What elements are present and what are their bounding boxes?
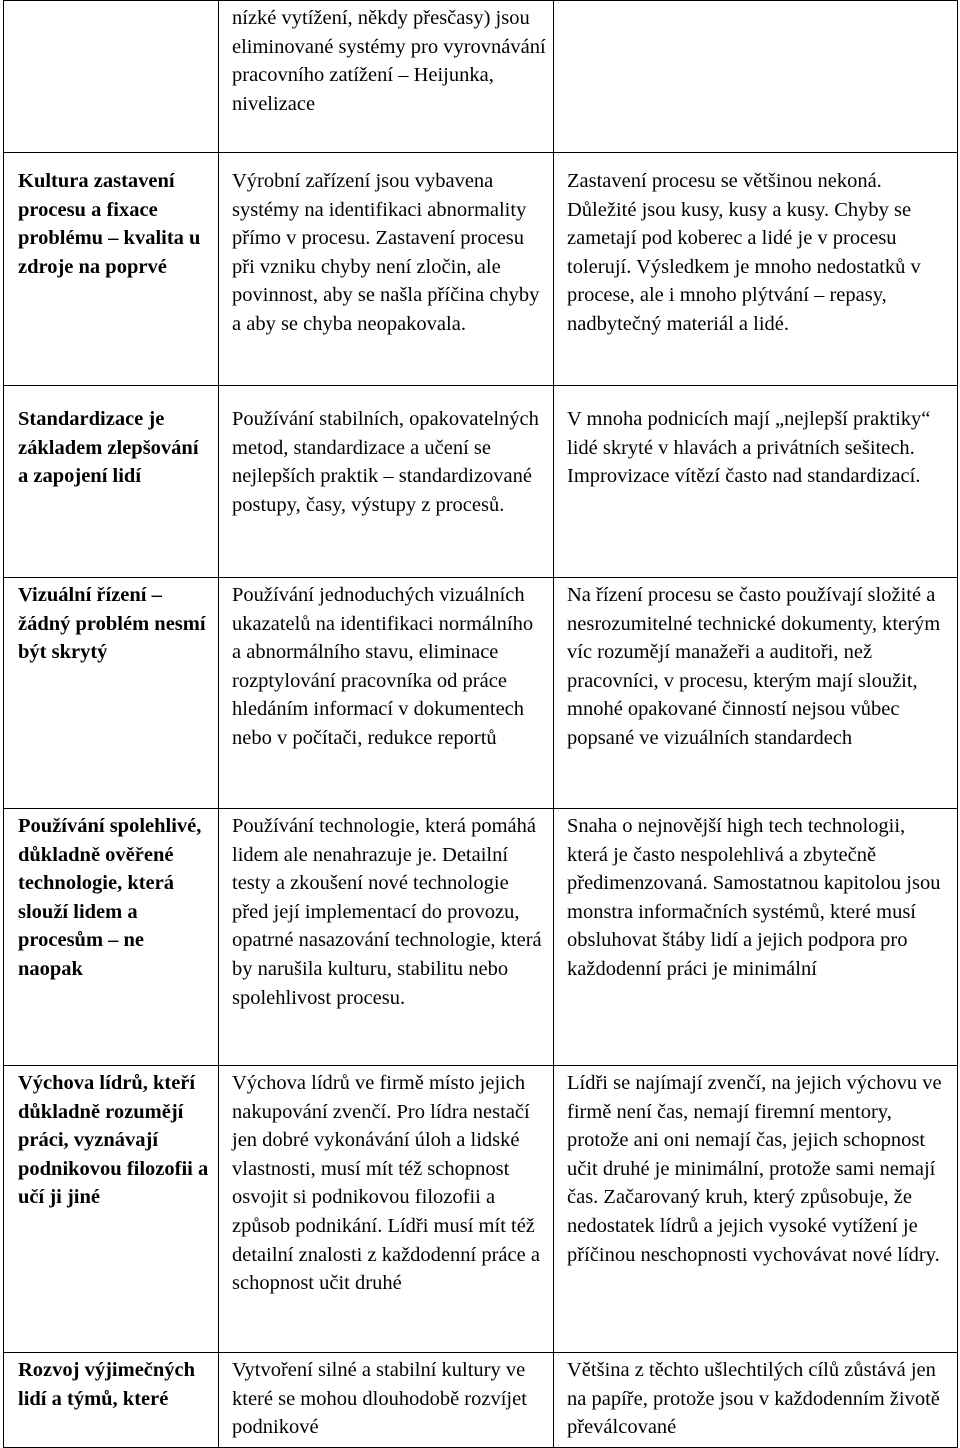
lean-practice-text: Používání technologie, která pomáhá lidem ale nenahrazuje je. Detailní testy a zkoušení nové technologie před její implementací do provozu, opatrné nasazování technologie, která by narušila kulturu, stabilitu nebo spolehlivost procesu. [232,815,542,1009]
table-row [4,1,958,153]
lean-practice-cell [219,578,554,809]
principle-text: Výchova lídrů, kteří důkladně rozumějí práci, vyznávají podnikovou filozofii a učí ji jiné [18,1072,209,1209]
common-reality-text: Na řízení procesu se často používají složité a nesrozumitelné technické dokumenty, kterým víc rozumějí manažeři a auditoři, než pracovníci, v procesu, kterým mají sloužit, mnohé opakované činností nejsou vůbec popsané ve vizuálních standardech [567,584,941,749]
lean-practice-text: nízké vytížení, někdy přesčasy) jsou eliminované systémy pro vyrovnávání pracovního zatížení – Heijunka, nivelizace [232,7,546,115]
lean-practice-text: Vytvoření silné a stabilní kultury ve které se mohou dlouhodobě rozvíjet podnikové [232,1359,527,1439]
principle-cell [4,578,219,809]
principle-text: Kultura zastavení procesu a fixace problému – kvalita u zdroje na poprvé [18,170,201,278]
lean-practice-cell [219,809,554,1066]
table-row [4,578,958,809]
lean-practice-text: Výrobní zařízení jsou vybavena systémy na identifikaci abnormality přímo v procesu. Zastavení procesu při vzniku chyby není zločin, ale povinnost, aby se našla příčina chyby a aby se chyba neopakovala. [232,170,540,335]
principle-cell [4,809,219,1066]
common-reality-text: Lídři se najímají zvenčí, na jejich výchovu ve firmě není čas, nemají firemní mentory, protože ani oni nemají čas, jejich schopnost učit druhé je minimální, protože sami nemají čas. Začarovaný kruh, který způsobuje, že nedostatek lídrů a jejich vysoké vytížení je příčinou neschopnosti vychovávat nové lídry. [567,1072,942,1266]
lean-practice-cell [219,1,554,153]
common-reality-text: Zastavení procesu se většinou nekoná. Důležité jsou kusy, kusy a kusy. Chyby se zametají pod koberec a lidé je v procesu tolerují. Výsledkem je mnoho nedostatků v procese, ale i mnoho plýtvání – repasy, nadbytečný materiál a lidé. [567,170,921,335]
lean-practice-cell [219,386,554,578]
comparison-table [3,0,958,1448]
common-reality-cell [554,1,958,153]
lean-practice-text: Používání stabilních, opakovatelných metod, standardizace a učení se nejlepších praktik – standardizované postupy, časy, výstupy z procesů. [232,408,539,516]
common-reality-cell [554,153,958,386]
lean-practice-cell [219,153,554,386]
table-row [4,809,958,1066]
principle-cell [4,1066,219,1353]
principle-text: Používání spolehlivé, důkladně ověřené technologie, která slouží lidem a procesům – ne naopak [18,815,202,980]
principle-cell [4,1,219,153]
table-row [4,153,958,386]
lean-practice-cell [219,1066,554,1353]
common-reality-cell [554,1353,958,1448]
principle-cell [4,153,219,386]
table-row [4,1353,958,1448]
principle-text: Rozvoj výjimečných lidí a týmů, které [18,1359,196,1410]
lean-practice-text: Výchova lídrů ve firmě místo jejich nakupování zvenčí. Pro lídra nestačí jen dobré vykonávání úloh a lidské vlastnosti, musí mít též schopnost osvojit si podnikovou filozofii a způsob podnikání. Lídři musí mít též detailní znalosti z každodenní práce a schopnost učit druhé [232,1072,540,1295]
lean-practice-text: Používání jednoduchých vizuálních ukazatelů na identifikaci normálního a abnormálního stavu, eliminace rozptylování pracovníka od práce hledáním informací v dokumentech nebo v počítači, redukce reportů [232,584,534,749]
table-row [4,386,958,578]
common-reality-cell [554,1066,958,1353]
principle-text: Vizuální řízení – žádný problém nesmí být skrytý [18,584,206,664]
common-reality-text: V mnoha podnicích mají „nejlepší praktiky“ lidé skryté v hlavách a privátních sešitech. Improvizace vítězí často nad standardizací. [567,408,931,488]
common-reality-cell [554,386,958,578]
principle-cell [4,1353,219,1448]
table-row [4,1066,958,1353]
principle-cell [4,386,219,578]
common-reality-text: Snaha o nejnovější high tech technologii, která je často nespolehlivá a zbytečně předimenzovaná. Samostatnou kapitolou jsou monstra informačních systémů, které musí obsluhovat štáby lidí a jejich podpora pro každodenní práci je minimální [567,815,941,980]
principle-text: Standardizace je základem zlepšování a zapojení lidí [18,408,199,488]
common-reality-cell [554,809,958,1066]
common-reality-cell [554,578,958,809]
common-reality-text: Většina z těchto ušlechtilých cílů zůstává jen na papíře, protože jsou v každodenním životě převálcované [567,1359,940,1439]
lean-practice-cell [219,1353,554,1448]
